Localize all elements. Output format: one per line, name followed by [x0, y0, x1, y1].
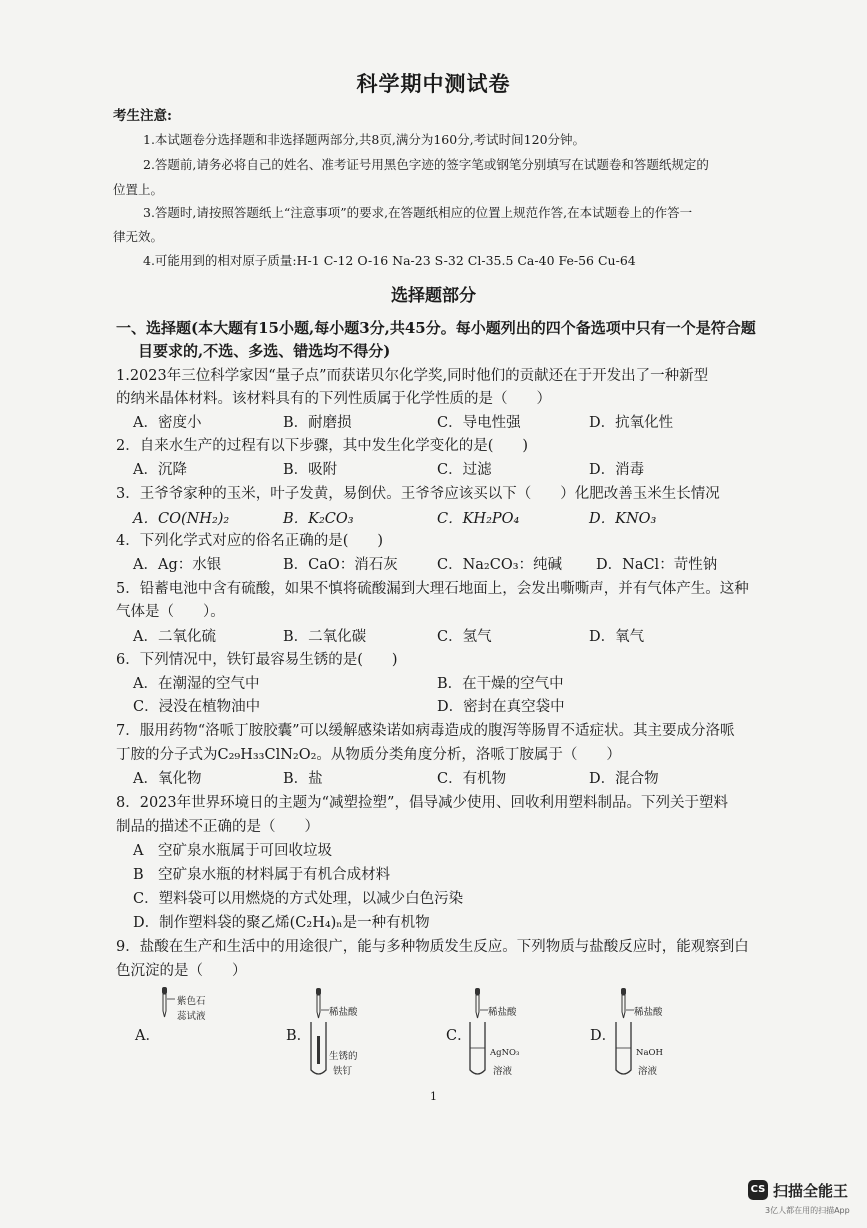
q6-option-c: C．浸没在植物油中: [133, 699, 261, 715]
q9-option-c: C．: [446, 1028, 472, 1044]
q1-line1: 1.2023年三位科学家因“量子点”而获诺贝尔化学奖,同时他们的贡献还在于开发出了一种新型: [116, 368, 709, 384]
note-2b: 位置上。: [113, 182, 164, 197]
scanner-tagline: 3亿人都在用的扫描App: [765, 1206, 850, 1215]
fig-c-label-1: AgNO₃: [490, 1048, 520, 1058]
q5-line1: 5．铅蓄电池中含有硫酸，如果不慎将硫酸漏到大理石地面上，会发出嘶嘶声，并有气体产生。这种: [116, 581, 749, 597]
scanner-logo-icon: CS: [748, 1180, 768, 1200]
q4-option-a: A．Ag：水银: [133, 557, 222, 573]
q8-line1: 8．2023年世界环境日的主题为“减塑捡塑”，倡导减少使用、回收利用塑料制品。下列关于塑料: [116, 795, 728, 811]
q2-option-b: B．吸附: [283, 462, 338, 478]
q1-line2: 的纳米晶体材料。该材料具有的下列性质属于化学性质的是（ ）: [116, 391, 551, 407]
q6-option-d: D．密封在真空袋中: [437, 699, 565, 715]
note-2a: 2.答题前,请务必将自己的姓名、准考证号用黑色字迹的签字笔或钢笔分别填写在试题卷和答题纸规定的: [143, 157, 709, 172]
q5-option-a: A．二氧化硫: [133, 629, 216, 645]
q7-option-c: C．有机物: [437, 771, 507, 787]
q3-option-d: D．KNO₃: [589, 511, 657, 527]
test-tube-d-icon: [610, 988, 640, 1080]
q5-option-c: C．氢气: [437, 629, 492, 645]
q9-option-d: D．: [590, 1028, 617, 1044]
q5-line2: 气体是（ ）。: [116, 604, 225, 620]
q9-option-b: B．: [286, 1028, 312, 1044]
q2-line1: 2．自来水生产的过程有以下步骤，其中发生化学变化的是( ): [116, 438, 529, 454]
q2-option-a: A．沉降: [133, 462, 187, 478]
q5-option-b: B．二氧化碳: [283, 629, 367, 645]
fig-b-label-1: 生锈的: [329, 1051, 358, 1062]
q1-option-b: B．耐磨损: [283, 415, 352, 431]
note-4: 4.可能用到的相对原子质量:H-1 C-12 O-16 Na-23 S-32 Cl-35.5 Ca-40 Fe-56 Cu-64: [143, 253, 636, 268]
q3-option-a: A．CO(NH₂)₂: [133, 511, 230, 527]
page-title: 科学期中测试卷: [356, 71, 511, 96]
fig-a-label-1: 紫色石: [177, 996, 206, 1007]
q2-option-c: C．过滤: [437, 462, 492, 478]
fig-a-label-2: 蕊试液: [177, 1011, 206, 1022]
q5-option-d: D．氧气: [589, 629, 645, 645]
test-tube-c-icon: [464, 988, 494, 1080]
test-tube-b-icon: [305, 988, 335, 1080]
q6-option-a: A．在潮湿的空气中: [133, 676, 260, 692]
q6-line1: 6．下列情况中，铁钉最容易生锈的是( ): [116, 652, 398, 668]
q4-option-d: D．NaCl：苛性钠: [596, 557, 718, 573]
q6-option-b: B．在干燥的空气中: [437, 676, 564, 692]
q7-option-b: B．盐: [283, 771, 323, 787]
notes-heading: 考生注意:: [113, 108, 172, 124]
q9-line1: 9．盐酸在生产和生活中的用途很广，能与多种物质发生反应。下列物质与盐酸反应时，能观察到白: [116, 939, 749, 955]
q7-option-d: D．混合物: [589, 771, 659, 787]
q7-option-a: A．氧化物: [133, 771, 202, 787]
q4-line1: 4．下列化学式对应的俗名正确的是( ): [116, 533, 384, 549]
q8-line2: 制品的描述不正确的是（ ）: [116, 819, 319, 835]
part1-line2: 目要求的,不选、多选、错选均不得分): [138, 342, 391, 360]
fig-c-label-2: 溶液: [493, 1066, 513, 1077]
scanner-app-name: 扫描全能王: [773, 1182, 849, 1200]
q7-line2: 丁胺的分子式为C₂₉H₃₃ClN₂O₂。从物质分类角度分析，洛哌丁胺属于（ ）: [116, 747, 621, 763]
q1-option-d: D．抗氧化性: [589, 415, 674, 431]
fig-d-label-1: NaOH: [636, 1048, 663, 1058]
q9-line2: 色沉淀的是（ ）: [116, 963, 247, 979]
q3-line1: 3．王爷爷家种的玉米，叶子发黄，易倒伏。王爷爷应该买以下（ ）化肥改善玉米生长情况: [116, 486, 720, 502]
q3-option-b: B．K₂CO₃: [283, 511, 354, 527]
q8-option-d: D．制作塑料袋的聚乙烯(C₂H₄)ₙ是一种有机物: [133, 915, 430, 931]
note-1: 1.本试题卷分选择题和非选择题两部分,共8页,满分为160分,考试时间120分钟。: [143, 132, 586, 147]
section-title: 选择题部分: [391, 286, 476, 306]
q8-option-c: C．塑料袋可以用燃烧的方式处理，以减少白色污染: [133, 891, 464, 907]
note-3a: 3.答题时,请按照答题纸上“注意事项”的要求,在答题纸相应的位置上规范作答,在本试题卷上的作答一: [143, 205, 693, 220]
page-number: 1: [430, 1090, 437, 1103]
q3-option-c: C．KH₂PO₄: [437, 511, 520, 527]
fig-d-label-2: 溶液: [638, 1066, 658, 1077]
q8-option-b: B 空矿泉水瓶的材料属于有机合成材料: [133, 867, 391, 883]
q1-option-a: A．密度小: [133, 415, 202, 431]
q1-option-c: C．导电性强: [437, 415, 521, 431]
note-3b: 律无效。: [113, 229, 164, 244]
q8-option-a: A 空矿泉水瓶属于可回收垃圾: [133, 843, 332, 859]
q2-option-d: D．消毒: [589, 462, 645, 478]
fig-b-label-2: 铁钉: [333, 1066, 353, 1077]
fig-c-top-label: 稀盐酸: [488, 1007, 517, 1018]
q9-option-a: A．: [135, 1028, 160, 1044]
q4-option-b: B．CaO：消石灰: [283, 557, 398, 573]
q4-option-c: C．Na₂CO₃：纯碱: [437, 557, 563, 573]
q7-line1: 7．服用药物“洛哌丁胺胶囊”可以缓解感染诺如病毒造成的腹泻等肠胃不适症状。其主要成分洛哌: [116, 723, 735, 739]
fig-d-top-label: 稀盐酸: [634, 1007, 663, 1018]
part1-line1: 一、选择题(本大题有15小题,每小题3分,共45分。每小题列出的四个备选项中只有一个是符合题: [116, 319, 756, 337]
fig-b-top-label: 稀盐酸: [329, 1007, 358, 1018]
